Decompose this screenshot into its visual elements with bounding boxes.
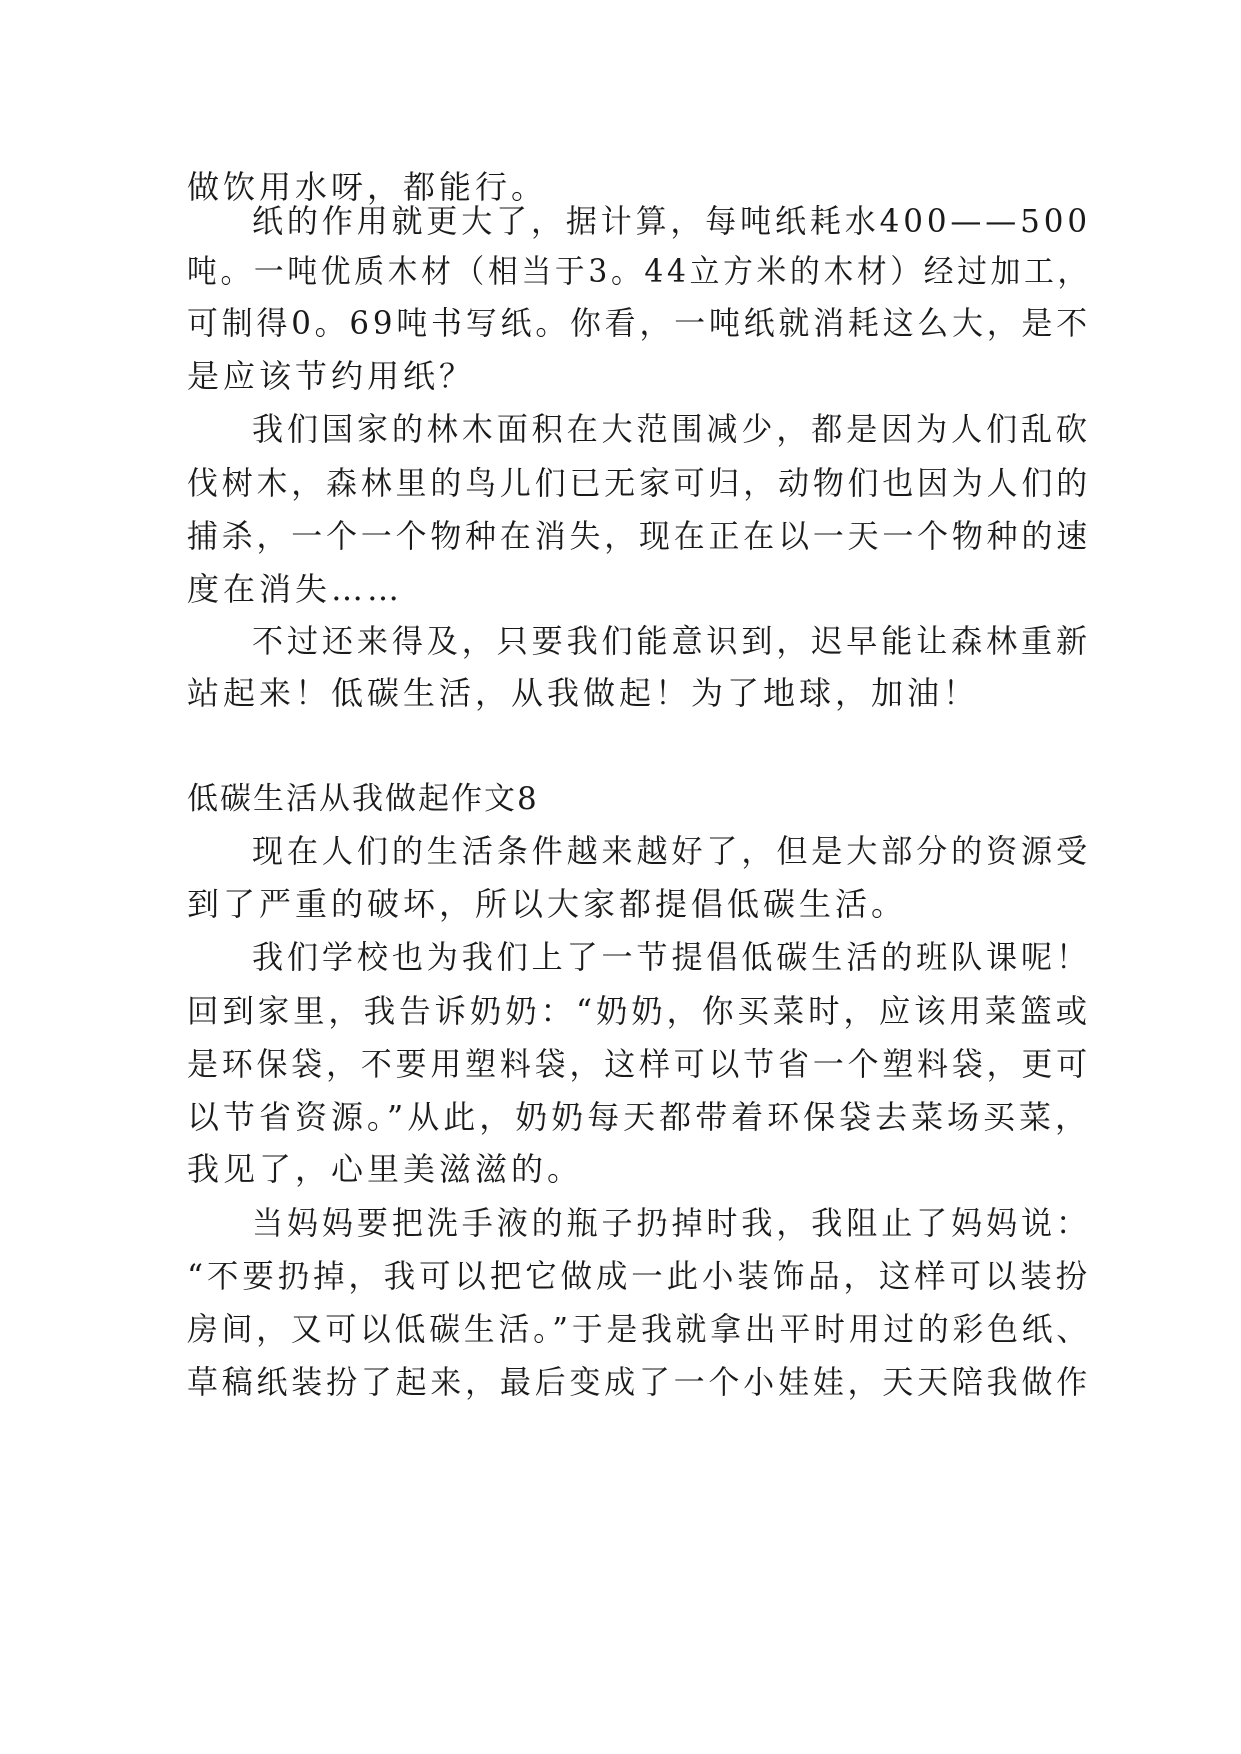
text-line: 伐树木，森林里的鸟儿们已无家可归，动物们也因为人们的 bbox=[187, 464, 1092, 502]
text-line: 做饮用水呀，都能行。 bbox=[187, 168, 548, 206]
paragraph-start: 纸的作用就更大了，据计算，每吨纸耗水400——500 bbox=[252, 202, 1091, 240]
text-line: 可制得0。69吨书写纸。你看，一吨纸就消耗这么大，是不 bbox=[187, 304, 1092, 342]
text-line: 草稿纸装扮了起来，最后变成了一个小娃娃，天天陪我做作 bbox=[187, 1363, 1092, 1401]
paragraph-start: 我们国家的林木面积在大范围减少，都是因为人们乱砍 bbox=[252, 410, 1091, 448]
text-line: 房间，又可以低碳生活。”于是我就拿出平时用过的彩色纸、 bbox=[187, 1310, 1091, 1348]
paragraph-start: 现在人们的生活条件越来越好了，但是大部分的资源受 bbox=[252, 832, 1091, 870]
text-line: 度在消失…… bbox=[187, 570, 404, 608]
paragraph-start: 当妈妈要把洗手液的瓶子扔掉时我，我阻止了妈妈说： bbox=[252, 1204, 1091, 1242]
text-line: 是应该节约用纸？ bbox=[187, 357, 476, 395]
text-line: 捕杀，一个一个物种在消失，现在正在以一天一个物种的速 bbox=[187, 517, 1092, 555]
text-line: 是环保袋，不要用塑料袋，这样可以节省一个塑料袋，更可 bbox=[187, 1045, 1092, 1083]
text-line: 以节省资源。”从此，奶奶每天都带着环保袋去菜场买菜， bbox=[187, 1098, 1092, 1136]
text-line: 我见了，心里美滋滋的。 bbox=[187, 1150, 584, 1188]
text-line: 吨。一吨优质木材（相当于3。44立方米的木材）经过加工， bbox=[187, 252, 1092, 290]
paragraph-start: 我们学校也为我们上了一节提倡低碳生活的班队课呢！ bbox=[252, 938, 1091, 976]
text-line: 站起来！低碳生活，从我做起！为了地球，加油！ bbox=[187, 674, 980, 712]
text-line: 到了严重的破坏，所以大家都提倡低碳生活。 bbox=[187, 885, 908, 923]
section-heading: 低碳生活从我做起作文8 bbox=[187, 781, 539, 817]
text-line: “不要扔掉，我可以把它做成一此小装饰品，这样可以装扮 bbox=[187, 1257, 1091, 1295]
text-line: 回到家里，我告诉奶奶：“奶奶，你买菜时，应该用菜篮或 bbox=[187, 992, 1091, 1030]
paragraph-start: 不过还来得及，只要我们能意识到，迟早能让森林重新 bbox=[252, 622, 1091, 660]
